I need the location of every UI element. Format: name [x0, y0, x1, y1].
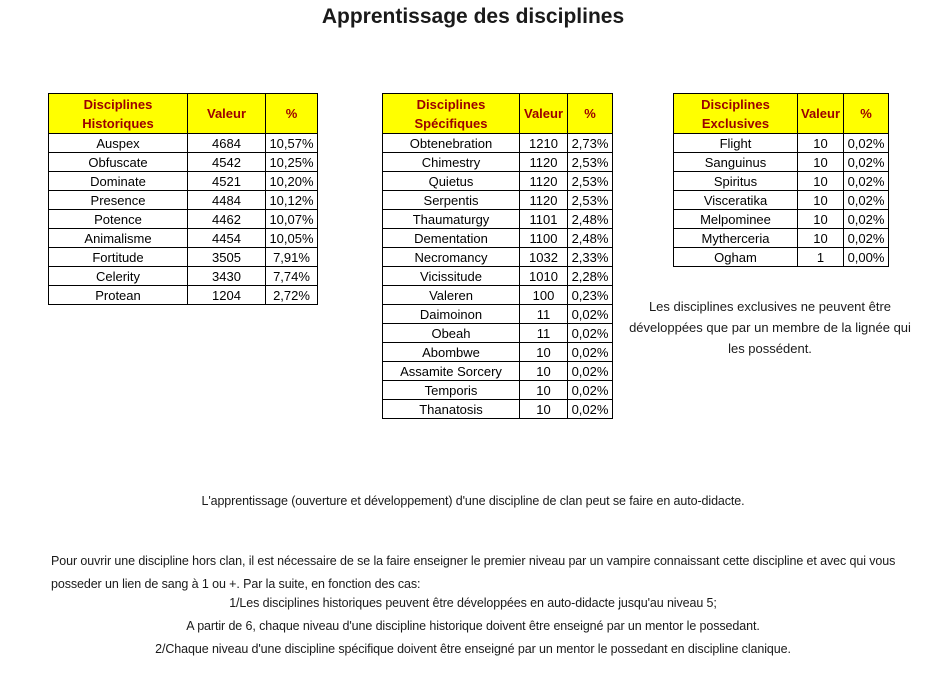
pct-cell: 0,00%	[844, 248, 889, 267]
pct-cell: 2,53%	[568, 191, 613, 210]
pct-cell: 10,07%	[266, 210, 318, 229]
discipline-cell: Sanguinus	[674, 153, 798, 172]
valeur-cell: 10	[798, 191, 844, 210]
discipline-cell: Obfuscate	[49, 153, 188, 172]
pct-cell: 0,02%	[844, 153, 889, 172]
discipline-cell: Obtenebration	[383, 134, 520, 153]
valeur-cell: 1120	[520, 191, 568, 210]
rule-line-2: A partir de 6, chaque niveau d'une discipline historique doivent être enseigné par un mentor le possedant.	[186, 619, 760, 633]
discipline-cell: Mytherceria	[674, 229, 798, 248]
column-header-valeur: Valeur	[520, 94, 568, 134]
table-row	[674, 191, 889, 210]
pct-cell: 0,23%	[568, 286, 613, 305]
table-header-row	[383, 94, 613, 134]
valeur-cell: 4484	[188, 191, 266, 210]
discipline-cell: Ogham	[674, 248, 798, 267]
discipline-cell: Potence	[49, 210, 188, 229]
table-row	[383, 286, 613, 305]
pct-cell: 0,02%	[568, 381, 613, 400]
pct-cell: 2,33%	[568, 248, 613, 267]
valeur-cell: 10	[798, 229, 844, 248]
table-row	[49, 191, 318, 210]
table-row	[49, 267, 318, 286]
table-row	[49, 210, 318, 229]
table-row	[674, 153, 889, 172]
table-row	[383, 267, 613, 286]
column-header-disciplines-historiques: Disciplines Historiques	[49, 94, 188, 134]
discipline-cell: Dominate	[49, 172, 188, 191]
discipline-cell: Flight	[674, 134, 798, 153]
pct-cell: 0,02%	[844, 210, 889, 229]
discipline-cell: Auspex	[49, 134, 188, 153]
pct-cell: 0,02%	[568, 400, 613, 419]
table-row	[383, 229, 613, 248]
valeur-cell: 1204	[188, 286, 266, 305]
valeur-cell: 4684	[188, 134, 266, 153]
valeur-cell: 11	[520, 305, 568, 324]
discipline-cell: Serpentis	[383, 191, 520, 210]
pct-cell: 0,02%	[844, 134, 889, 153]
pct-cell: 10,25%	[266, 153, 318, 172]
table-row	[383, 305, 613, 324]
pct-cell: 10,12%	[266, 191, 318, 210]
rule-line-3: 2/Chaque niveau d'une discipline spécifique doivent être enseigné par un mentor le possedant en discipline clanique.	[155, 642, 791, 656]
valeur-cell: 10	[798, 210, 844, 229]
table-row	[674, 210, 889, 229]
valeur-cell: 10	[520, 400, 568, 419]
table-header-row	[674, 94, 889, 134]
table-disciplines-specifiques	[382, 93, 613, 419]
intro-line: L'apprentissage (ouverture et développement) d'une discipline de clan peut se faire en auto-didacte.	[201, 494, 745, 508]
pct-cell: 0,02%	[568, 324, 613, 343]
discipline-cell: Quietus	[383, 172, 520, 191]
pct-cell: 2,73%	[568, 134, 613, 153]
pct-cell: 10,05%	[266, 229, 318, 248]
discipline-cell: Temporis	[383, 381, 520, 400]
discipline-cell: Presence	[49, 191, 188, 210]
valeur-cell: 1120	[520, 153, 568, 172]
discipline-cell: Obeah	[383, 324, 520, 343]
pct-cell: 0,02%	[568, 362, 613, 381]
column-header-valeur: Valeur	[188, 94, 266, 134]
pct-cell: 2,28%	[568, 267, 613, 286]
table-row	[383, 172, 613, 191]
discipline-cell: Dementation	[383, 229, 520, 248]
pct-cell: 0,02%	[568, 305, 613, 324]
valeur-cell: 1010	[520, 267, 568, 286]
discipline-cell: Abombwe	[383, 343, 520, 362]
discipline-cell: Assamite Sorcery	[383, 362, 520, 381]
valeur-cell: 100	[520, 286, 568, 305]
pct-cell: 7,91%	[266, 248, 318, 267]
valeur-cell: 11	[520, 324, 568, 343]
pct-cell: 10,20%	[266, 172, 318, 191]
pct-cell: 2,53%	[568, 153, 613, 172]
discipline-cell: Fortitude	[49, 248, 188, 267]
table-row	[674, 229, 889, 248]
discipline-cell: Chimestry	[383, 153, 520, 172]
valeur-cell: 3430	[188, 267, 266, 286]
valeur-cell: 10	[798, 134, 844, 153]
table-row	[49, 172, 318, 191]
table-row	[383, 248, 613, 267]
valeur-cell: 1100	[520, 229, 568, 248]
discipline-cell: Necromancy	[383, 248, 520, 267]
valeur-cell: 10	[798, 172, 844, 191]
page-title: Apprentissage des disciplines	[321, 5, 625, 28]
pct-cell: 0,02%	[844, 229, 889, 248]
discipline-cell: Vicissitude	[383, 267, 520, 286]
table-row	[49, 229, 318, 248]
table-row	[674, 248, 889, 267]
valeur-cell: 4454	[188, 229, 266, 248]
table-row	[383, 324, 613, 343]
table-row	[383, 400, 613, 419]
pct-cell: 2,48%	[568, 210, 613, 229]
column-header-valeur: Valeur	[798, 94, 844, 134]
table-row	[674, 134, 889, 153]
table-disciplines-historiques	[48, 93, 318, 305]
rule-line-1: 1/Les disciplines historiques peuvent être développées en auto-didacte jusqu'au niveau 5;	[229, 596, 717, 610]
column-header-pct: %	[568, 94, 613, 134]
discipline-cell: Melpominee	[674, 210, 798, 229]
valeur-cell: 1	[798, 248, 844, 267]
table-row	[49, 153, 318, 172]
pct-cell: 2,48%	[568, 229, 613, 248]
discipline-cell: Valeren	[383, 286, 520, 305]
valeur-cell: 1101	[520, 210, 568, 229]
valeur-cell: 4521	[188, 172, 266, 191]
pct-cell: 2,53%	[568, 172, 613, 191]
valeur-cell: 4542	[188, 153, 266, 172]
open-discipline-paragraph: Pour ouvrir une discipline hors clan, il est nécessaire de se la faire enseigner le premier niveau par un vampire connaissant cette discipline et avec qui vous posseder un lien de sang à 1 ou +. Par la suite, en fonction des cas:	[51, 554, 896, 591]
table-row	[383, 191, 613, 210]
table-row	[49, 248, 318, 267]
table-row	[383, 134, 613, 153]
discipline-cell: Thanatosis	[383, 400, 520, 419]
valeur-cell: 10	[520, 343, 568, 362]
table-row	[383, 362, 613, 381]
table-row	[49, 286, 318, 305]
discipline-cell: Protean	[49, 286, 188, 305]
discipline-cell: Daimoinon	[383, 305, 520, 324]
valeur-cell: 3505	[188, 248, 266, 267]
table-row	[383, 343, 613, 362]
valeur-cell: 10	[520, 381, 568, 400]
pct-cell: 0,02%	[844, 191, 889, 210]
table-row	[383, 210, 613, 229]
pct-cell: 0,02%	[844, 172, 889, 191]
column-header-disciplines-specifiques: Disciplines Spécifiques	[383, 94, 520, 134]
valeur-cell: 1120	[520, 172, 568, 191]
table-row	[383, 153, 613, 172]
discipline-cell: Visceratika	[674, 191, 798, 210]
table-row	[383, 381, 613, 400]
table-row	[674, 172, 889, 191]
discipline-cell: Animalisme	[49, 229, 188, 248]
column-header-pct: %	[266, 94, 318, 134]
pct-cell: 10,57%	[266, 134, 318, 153]
column-header-disciplines-exclusives: Disciplines Exclusives	[674, 94, 798, 134]
pct-cell: 7,74%	[266, 267, 318, 286]
valeur-cell: 1032	[520, 248, 568, 267]
valeur-cell: 4462	[188, 210, 266, 229]
column-header-pct: %	[844, 94, 889, 134]
valeur-cell: 10	[520, 362, 568, 381]
pct-cell: 0,02%	[568, 343, 613, 362]
discipline-cell: Celerity	[49, 267, 188, 286]
discipline-cell: Spiritus	[674, 172, 798, 191]
discipline-cell: Thaumaturgy	[383, 210, 520, 229]
table-header-row	[49, 94, 318, 134]
valeur-cell: 1210	[520, 134, 568, 153]
table-row	[49, 134, 318, 153]
valeur-cell: 10	[798, 153, 844, 172]
rules-block	[0, 592, 946, 661]
pct-cell: 2,72%	[266, 286, 318, 305]
table-disciplines-exclusives	[673, 93, 889, 267]
exclusives-note: Les disciplines exclusives ne peuvent être développées que par un membre de la lignée qui les possédent.	[629, 299, 911, 356]
